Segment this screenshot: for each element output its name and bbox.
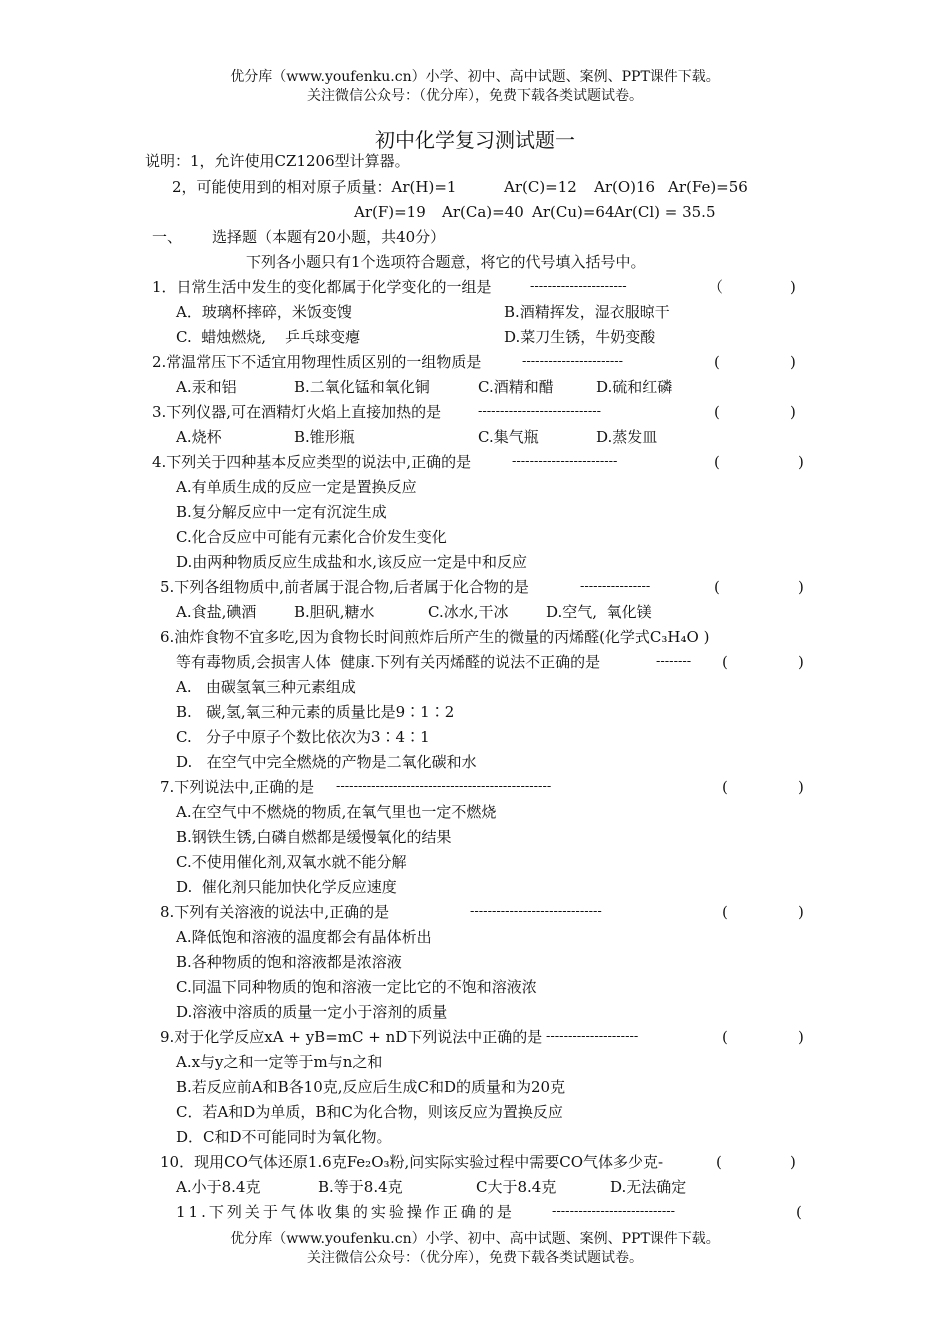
section-instruction: 下列各小题只有1个选项符合题意，将它的代号填入括号中。 — [246, 253, 646, 271]
question-6-answer-open[interactable]: ( — [722, 653, 728, 671]
question-2-dashes: ----------------------- — [522, 354, 624, 369]
question-5-answer-open[interactable]: ( — [714, 578, 720, 596]
question-7-option-b[interactable]: B.钢铁生锈,白磷自燃都是缓慢氧化的结果 — [176, 828, 452, 846]
question-1-stem: 1．日常生活中发生的变化都属于化学变化的一组是 — [152, 278, 492, 296]
note-3-fluorine: Ar(F)=19 — [354, 203, 426, 221]
question-8-answer-close: ) — [798, 903, 804, 921]
note-3-copper: Ar(Cu)=64 — [532, 203, 615, 221]
note-2-hydrogen: 2，可能使用到的相对原子质量：Ar(H)=1 — [172, 178, 457, 196]
question-2-stem: 2.常温常压下不适宜用物理性质区别的一组物质是 — [152, 353, 482, 371]
question-9-option-d[interactable]: D．C和D不可能同时为氧化物。 — [176, 1128, 392, 1146]
question-5-stem: 5.下列各组物质中,前者属于混合物,后者属于化合物的是 — [160, 578, 529, 596]
question-2-answer-close: ) — [790, 353, 796, 371]
question-10-answer-open[interactable]: ( — [716, 1153, 722, 1171]
question-7-answer-open[interactable]: ( — [722, 778, 728, 796]
question-6-option-d[interactable]: D. 在空气中完全燃烧的产物是二氧化碳和水 — [176, 753, 477, 771]
question-7-option-c[interactable]: C.不使用催化剂,双氧水就不能分解 — [176, 853, 407, 871]
question-5-option-a[interactable]: A.食盐,碘酒 — [176, 603, 257, 621]
question-6-stem-line-1: 6.油炸食物不宜多吃,因为食物长时间煎炸后所产生的微量的丙烯醛(化学式C₃H₄O ) — [160, 628, 710, 646]
question-10-option-d[interactable]: D.无法确定 — [610, 1178, 687, 1196]
page-footer — [0, 1230, 950, 1268]
question-3-answer-close: ) — [790, 403, 796, 421]
question-9-option-c[interactable]: C．若A和D为单质，B和C为化合物，则该反应为置换反应 — [176, 1103, 563, 1121]
question-9-stem: 9.对于化学反应xA + yB=mC + nD下列说法中正确的是 — [160, 1028, 543, 1046]
note-2-iron: Ar(Fe)=56 — [668, 178, 748, 196]
question-3-option-c[interactable]: C.集气瓶 — [478, 428, 539, 446]
question-6-dashes: -------- — [656, 654, 692, 669]
note-1: 说明：1，允许使用CZ1206型计算器。 — [145, 152, 410, 170]
question-1-option-c[interactable]: C. 蜡烛燃烧, 乒乓球变瘪 — [176, 328, 361, 346]
question-10-option-a[interactable]: A.小于8.4克 — [176, 1178, 261, 1196]
question-2-option-a[interactable]: A.汞和铝 — [176, 378, 237, 396]
question-11-stem: 11.下列关于气体收集的实验操作正确的是 — [176, 1203, 515, 1221]
question-9-option-a[interactable]: A.x与y之和一定等于m与n之和 — [176, 1053, 383, 1071]
header-line-2: 关注微信公众号：（优分库），免费下载各类试题试卷。 — [307, 88, 643, 104]
question-2-answer-open[interactable]: ( — [714, 353, 720, 371]
question-6-option-b[interactable]: B. 碳,氢,氧三种元素的质量比是9∶1∶2 — [176, 703, 455, 721]
question-10-stem: 10．现用CO气体还原1.6克Fe₂O₃粉,问实际实验过程中需要CO气体多少克- — [160, 1153, 664, 1171]
question-4-stem: 4.下列关于四种基本反应类型的说法中,正确的是 — [152, 453, 472, 471]
question-6-option-a[interactable]: A. 由碳氢氧三种元素组成 — [176, 678, 356, 696]
question-6-option-c[interactable]: C. 分子中原子个数比依次为3∶4∶1 — [176, 728, 430, 746]
question-5-dashes: ---------------- — [580, 579, 651, 594]
header-line-1: 优分库（www.youfenku.cn）小学、初中、高中试题、案例、PPT课件下载。 — [230, 69, 720, 85]
question-3-stem: 3.下列仪器,可在酒精灯火焰上直接加热的是 — [152, 403, 442, 421]
page-title: 初中化学复习测试题一 — [375, 128, 575, 152]
note-3-calcium: Ar(Ca)=40 — [442, 203, 524, 221]
footer-line-1: 优分库（www.youfenku.cn）小学、初中、高中试题、案例、PPT课件下载。 — [230, 1231, 720, 1247]
question-5-answer-close: ) — [798, 578, 804, 596]
question-7-option-a[interactable]: A.在空气中不燃烧的物质,在氧气里也一定不燃烧 — [176, 803, 497, 821]
question-1-answer-close: ) — [790, 278, 796, 296]
question-3-answer-open[interactable]: ( — [714, 403, 720, 421]
question-8-answer-open[interactable]: ( — [722, 903, 728, 921]
question-8-option-a[interactable]: A.降低饱和溶液的温度都会有晶体析出 — [176, 928, 432, 946]
question-4-option-a[interactable]: A.有单质生成的反应一定是置换反应 — [176, 478, 417, 496]
question-1-option-a[interactable]: A．玻璃杯摔碎，米饭变馊 — [176, 303, 352, 321]
question-7-answer-close: ) — [798, 778, 804, 796]
question-5-option-c[interactable]: C.冰水,干冰 — [428, 603, 509, 621]
question-11-dashes: ---------------------------- — [552, 1204, 675, 1219]
question-8-option-d[interactable]: D.溶液中溶质的质量一定小于溶剂的质量 — [176, 1003, 448, 1021]
question-8-option-b[interactable]: B.各种物质的饱和溶液都是浓溶液 — [176, 953, 402, 971]
question-7-option-d[interactable]: D. 催化剂只能加快化学反应速度 — [176, 878, 397, 896]
question-10-option-c[interactable]: C大于8.4克 — [476, 1178, 557, 1196]
footer-line-2: 关注微信公众号：（优分库），免费下载各类试题试卷。 — [307, 1250, 643, 1266]
question-1-option-d[interactable]: D.菜刀生锈，牛奶变酸 — [504, 328, 656, 346]
question-5-option-b[interactable]: B.胆矾,糖水 — [294, 603, 375, 621]
question-2-option-c[interactable]: C.酒精和醋 — [478, 378, 554, 396]
question-1-option-b[interactable]: B.酒精挥发，湿衣服晾干 — [504, 303, 670, 321]
question-10-answer-close: ) — [790, 1153, 796, 1171]
question-8-option-c[interactable]: C.同温下同种物质的饱和溶液一定比它的不饱和溶液浓 — [176, 978, 537, 996]
question-2-option-d[interactable]: D.硫和红磷 — [596, 378, 673, 396]
question-9-option-b[interactable]: B.若反应前A和B各10克,反应后生成C和D的质量和为20克 — [176, 1078, 566, 1096]
question-3-option-d[interactable]: D.蒸发皿 — [596, 428, 658, 446]
section-title: 选择题（本题有20小题，共40分） — [212, 228, 446, 246]
question-11-answer-open[interactable]: ( — [796, 1203, 802, 1221]
question-4-dashes: ------------------------ — [512, 454, 618, 469]
question-7-stem: 7.下列说法中,正确的是 — [160, 778, 315, 796]
question-4-option-b[interactable]: B.复分解反应中一定有沉淀生成 — [176, 503, 387, 521]
section-number: 一、 — [152, 228, 183, 246]
question-4-answer-close: ) — [798, 453, 804, 471]
question-6-stem-line-2: 等有毒物质,会损害人体 健康.下列有关丙烯醛的说法不正确的是 — [176, 653, 601, 671]
question-8-dashes: ------------------------------ — [470, 904, 602, 919]
question-9-answer-close: ) — [798, 1028, 804, 1046]
question-3-dashes: ---------------------------- — [478, 404, 601, 419]
note-2-carbon: Ar(C)=12 — [504, 178, 577, 196]
question-2-option-b[interactable]: B.二氧化锰和氧化铜 — [294, 378, 430, 396]
question-1-dashes: ---------------------- — [530, 279, 627, 294]
note-3-chlorine: Ar(Cl) = 35.5 — [614, 203, 716, 221]
question-1-answer-open[interactable]: （ — [708, 278, 724, 296]
question-7-dashes: ------------------------------------------------- — [336, 779, 552, 794]
question-6-answer-close: ) — [798, 653, 804, 671]
question-5-option-d[interactable]: D.空气, 氧化镁 — [546, 603, 652, 621]
question-9-dashes: --------------------- — [546, 1029, 639, 1044]
question-8-stem: 8.下列有关溶液的说法中,正确的是 — [160, 903, 390, 921]
question-4-option-c[interactable]: C.化合反应中可能有元素化合价发生变化 — [176, 528, 447, 546]
question-3-option-a[interactable]: A.烧杯 — [176, 428, 222, 446]
page-header — [0, 68, 950, 106]
question-4-option-d[interactable]: D.由两种物质反应生成盐和水,该反应一定是中和反应 — [176, 553, 528, 571]
question-4-answer-open[interactable]: ( — [714, 453, 720, 471]
note-2-oxygen: Ar(O)16 — [594, 178, 656, 196]
question-3-option-b[interactable]: B.锥形瓶 — [294, 428, 355, 446]
question-9-answer-open[interactable]: ( — [722, 1028, 728, 1046]
question-10-option-b[interactable]: B.等于8.4克 — [318, 1178, 403, 1196]
